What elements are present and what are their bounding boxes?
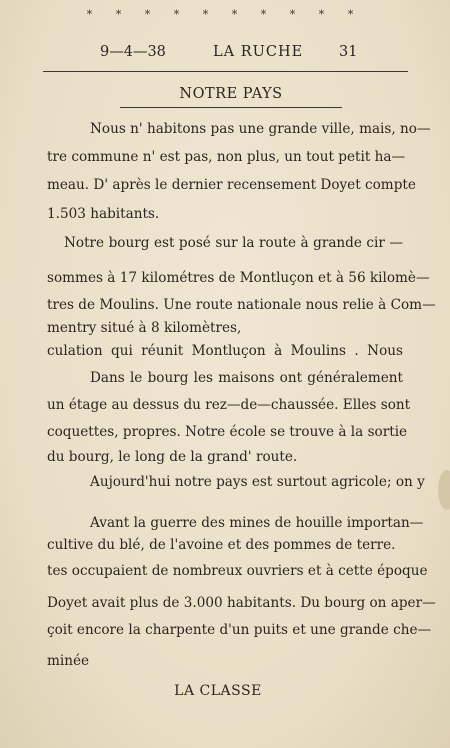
text-line: tes occupaient de nombreux ouvriers et à cette époque	[47, 563, 428, 579]
signature: LA CLASSE	[174, 683, 262, 699]
text-line: coquettes, propres. Notre école se trouve à la sortie	[47, 424, 408, 440]
text-line: Nous n' habitons pas une grande ville, mais, no—	[90, 121, 431, 137]
text-line: cultive du blé, de l'avoine et des pommes de terre.	[47, 537, 396, 553]
paper-blemish	[438, 470, 450, 510]
decorative-stars: * * * * * * * * * *	[86, 8, 364, 21]
text-line: Avant la guerre des mines de houille importan—	[90, 515, 424, 531]
text-line: mentry situé à 8 kilomètres,	[47, 320, 242, 336]
text-line: un étage au dessus du rez—de—chaussée. Elles sont	[47, 397, 411, 413]
text-line: meau. D' après le dernier recensement Doyet compte	[47, 177, 416, 193]
header-page-number: 31	[339, 44, 358, 60]
text-line: Doyet avait plus de 3.000 habitants. Du bourg on aper—	[47, 595, 436, 611]
text-line: 1.503 habitants.	[47, 206, 160, 222]
text-line: Notre bourg est posé sur la route à grande cir —	[64, 235, 403, 251]
header-rule	[43, 71, 408, 72]
text-line: Aujourd'hui notre pays est surtout agricole; on y	[90, 474, 425, 490]
text-line: minée	[47, 653, 90, 669]
text-line: çoit encore la charpente d'un puits et une grande che—	[47, 622, 432, 638]
header-title: LA RUCHE	[213, 44, 304, 60]
section-title: NOTRE PAYS	[179, 86, 283, 102]
text-line: du bourg, le long de la grand' route.	[47, 449, 298, 465]
text-line: Dans le bourg les maisons ont généralement	[90, 370, 403, 386]
text-line: tres de Moulins. Une route nationale nous relie à Com—	[47, 297, 436, 313]
text-line: sommes à 17 kilométres de Montluçon et à 56 kilomè—	[47, 270, 430, 286]
text-line: tre commune n' est pas, non plus, un tout petit ha—	[47, 149, 406, 165]
text-line: culation qui réunit Montluçon à Moulins . Nous	[47, 343, 403, 359]
header-date: 9—4—38	[100, 44, 166, 60]
title-underline	[120, 107, 342, 108]
